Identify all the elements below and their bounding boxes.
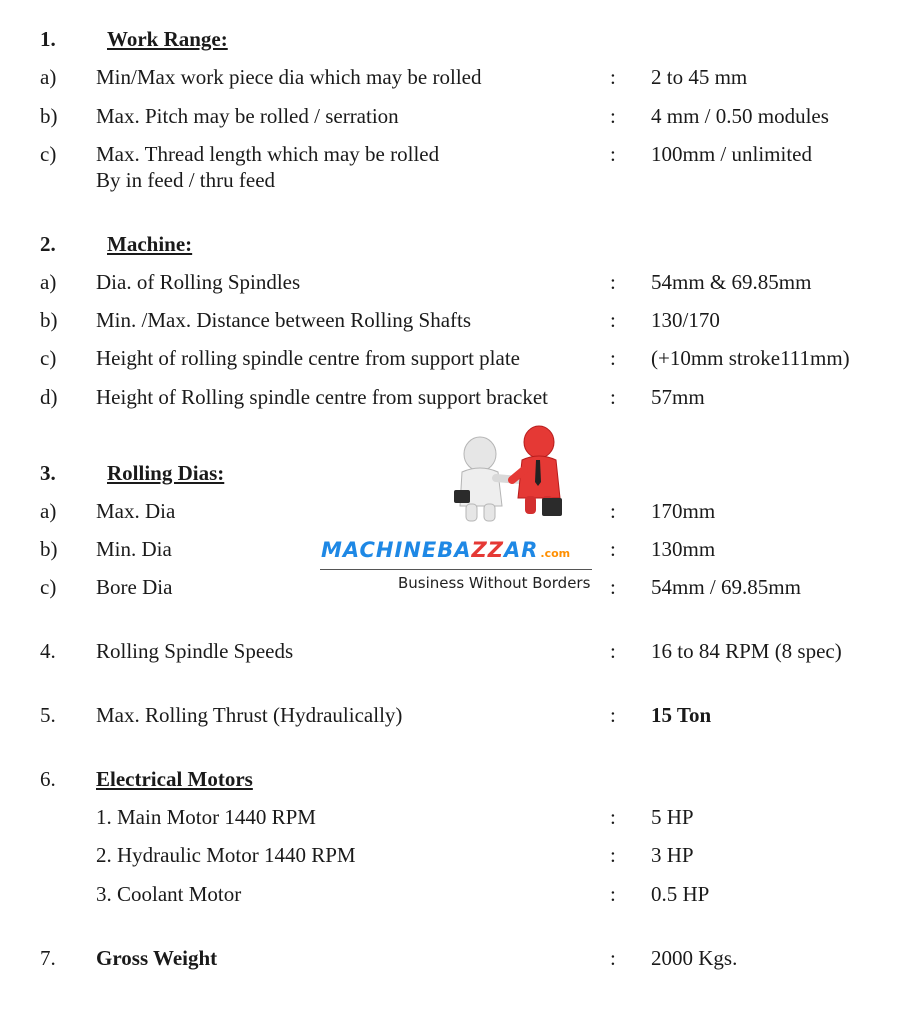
logo-tagline: Business Without Borders [398,574,591,592]
item-letter: b) [40,308,58,332]
separator: : [610,270,616,294]
spec-label: Max. Thread length which may be rolled [96,142,440,166]
section-2-heading [0,229,909,259]
spec-row [0,101,909,131]
spec-label: Bore Dia [96,575,173,599]
section-number: 6. [40,767,56,791]
spec-label: Min. /Max. Distance between Rolling Shafts [96,308,472,332]
spec-label: Dia. of Rolling Spindles [96,270,301,294]
section-title: Electrical Motors [96,767,253,791]
separator: : [610,843,616,867]
spec-label: Min. Dia [96,537,172,561]
spec-row [0,267,909,297]
spec-value: (+10mm stroke111mm) [651,346,850,370]
spec-label: Height of rolling spindle centre from support plate [96,346,520,370]
spec-value: 5 HP [651,805,694,829]
spec-row [0,382,909,412]
logo-divider [320,569,592,570]
section-number: 2. [40,232,56,256]
spec-label: Max. Rolling Thrust (Hydraulically) [96,703,403,727]
separator: : [610,308,616,332]
spec-value: 57mm [651,385,705,409]
section-title: Rolling Dias: [107,461,225,485]
separator: : [610,346,616,370]
section-6-heading [0,764,909,794]
spec-row [0,62,909,92]
separator: : [610,385,616,409]
spec-row [0,840,909,870]
spec-label: Height of Rolling spindle centre from support bracket [96,385,548,409]
item-letter: c) [40,575,57,599]
spec-row [0,943,909,973]
separator: : [610,104,616,128]
spec-label: Max. Pitch may be rolled / serration [96,104,399,128]
spec-row [0,636,909,666]
section-title: Machine: [107,232,193,256]
spec-value: 16 to 84 RPM (8 spec) [651,639,842,663]
spec-value: 15 Ton [651,703,712,727]
spec-value: 54mm & 69.85mm [651,270,812,294]
spec-row [0,802,909,832]
spec-row [0,139,909,195]
logo-brand-end: AR [503,538,539,562]
separator: : [610,142,616,166]
logo-brand-suffix: .com [540,547,571,560]
spec-label: Min/Max work piece dia which may be rolled [96,65,482,89]
spec-row [0,879,909,909]
spec-row [0,534,909,564]
section-3-heading [0,458,909,488]
item-letter: a) [40,270,57,294]
item-letter: a) [40,499,57,523]
spec-row [0,700,909,730]
section-1-heading [0,24,909,54]
spec-label: 2. Hydraulic Motor 1440 RPM [96,843,356,867]
item-letter: c) [40,142,57,166]
section-number: 4. [40,639,56,663]
spec-row [0,496,909,526]
spec-label: 1. Main Motor 1440 RPM [96,805,316,829]
spec-label: Rolling Spindle Speeds [96,639,294,663]
section-number: 3. [40,461,56,485]
section-title: Work Range: [107,27,228,51]
separator: : [610,499,616,523]
spec-value: 100mm / unlimited [651,142,812,166]
spec-label: Gross Weight [96,946,218,970]
spec-value: 130mm [651,537,716,561]
spec-row [0,572,909,602]
item-letter: b) [40,537,58,561]
separator: : [610,946,616,970]
section-number: 1. [40,27,56,51]
logo-brand-zz: ZZ [471,538,504,562]
section-number: 7. [40,946,56,970]
separator: : [610,805,616,829]
spec-label-line2: By in feed / thru feed [96,168,276,192]
separator: : [610,703,616,727]
section-number: 5. [40,703,56,727]
spec-value: 54mm / 69.85mm [651,575,801,599]
separator: : [610,882,616,906]
item-letter: b) [40,104,58,128]
spec-row [0,305,909,335]
spec-label: Max. Dia [96,499,176,523]
spec-row [0,343,909,373]
spec-value: 4 mm / 0.50 modules [651,104,829,128]
spec-value: 3 HP [651,843,694,867]
separator: : [610,537,616,561]
spec-value: 170mm [651,499,716,523]
separator: : [610,65,616,89]
separator: : [610,575,616,599]
spec-value: 0.5 HP [651,882,710,906]
spec-value: 2000 Kgs. [651,946,738,970]
separator: : [610,639,616,663]
item-letter: a) [40,65,57,89]
logo-brand-main: MACHINEBA [321,538,472,562]
spec-value: 130/170 [651,308,720,332]
spec-label: 3. Coolant Motor [96,882,242,906]
item-letter: d) [40,385,58,409]
item-letter: c) [40,346,57,370]
spec-value: 2 to 45 mm [651,65,748,89]
